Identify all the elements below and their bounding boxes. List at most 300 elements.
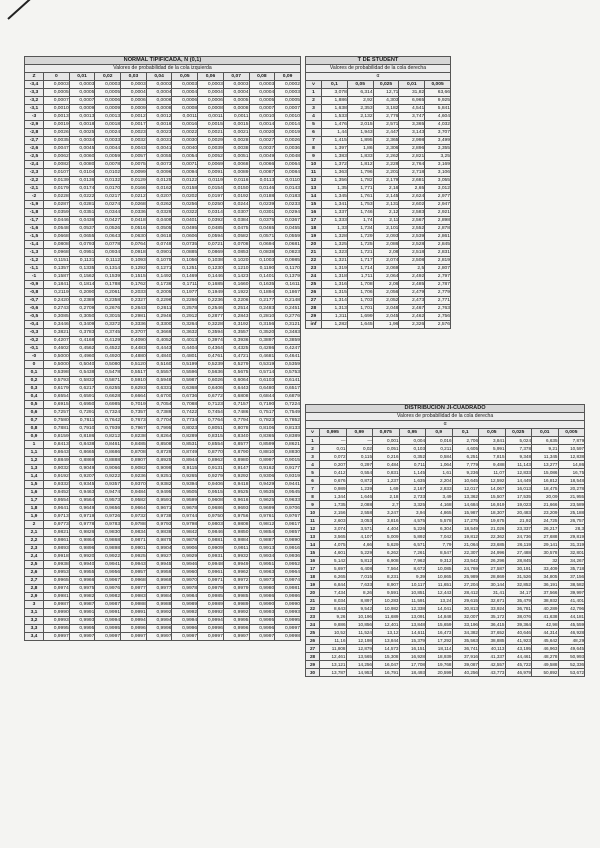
chi-value-cell: 16,928 [399,653,426,661]
normal-value-cell: 0,0027 [249,137,275,145]
normal-value-cell: 0,9997 [172,633,198,641]
student-value-cell: 1,746 [347,209,373,217]
chi-row-key: 12 [306,525,320,533]
student-value-cell: 2,861 [425,233,451,241]
normal-value-cell: 0,9945 [146,561,172,569]
normal-row-key: 0 [25,361,44,369]
normal-value-cell: 0,9979 [198,585,224,593]
normal-value-cell: 0,6293 [121,385,147,393]
chi-value-cell: 1,61 [426,469,453,477]
table-row [25,281,301,289]
chi-value-cell: 19,675 [479,517,506,525]
chi-row-key: 5 [306,469,320,477]
normal-value-cell: 0,0559 [275,233,301,241]
chi-value-cell: 5,578 [426,517,453,525]
normal-value-cell: 0,0853 [223,249,249,257]
chi-header-cell: 0,975 [373,429,400,437]
normal-row-key: -0,6 [25,305,44,313]
normal-value-cell: 0,1814 [69,281,95,289]
student-value-cell: 2,16 [373,185,399,193]
student-row-key: inf [306,321,322,329]
normal-row-key: -2,2 [25,177,44,185]
normal-value-cell: 0,7852 [275,417,301,425]
table-row [25,377,301,385]
normal-value-cell: 0,2266 [172,297,198,305]
normal-value-cell: 0,0023 [146,129,172,137]
chi-value-cell: 22,362 [479,533,506,541]
chi-value-cell: 0,115 [346,453,373,461]
normal-value-cell: 0,0038 [223,145,249,153]
normal-value-cell: 0,9992 [146,609,172,617]
student-header-cell: 0,01 [399,81,425,89]
normal-value-cell: 0,2005 [146,289,172,297]
normal-value-cell: 0,8997 [249,457,275,465]
student-value-cell: 1,771 [347,185,373,193]
normal-value-cell: 0,9981 [44,593,70,601]
normal-value-cell: 0,6517 [275,385,301,393]
normal-value-cell: 0,5398 [44,369,70,377]
chi-value-cell: 3,571 [346,525,373,533]
student-value-cell: 1,886 [322,97,348,105]
chi-value-cell: 11,143 [505,461,532,469]
normal-value-cell: 0,0005 [275,97,301,105]
chi-value-cell: 29,141 [532,541,559,549]
normal-value-cell: 0,0122 [172,177,198,185]
student-value-cell: 2,228 [373,161,399,169]
normal-value-cell: 0,9884 [223,537,249,545]
normal-value-cell: 0,0119 [198,177,224,185]
normal-value-cell: 0,9997 [275,625,301,633]
normal-value-cell: 0,0016 [172,121,198,129]
normal-value-cell: 0,0073 [146,161,172,169]
student-row-key: 24 [306,273,322,281]
normal-value-cell: 0,9656 [95,505,121,513]
normal-value-cell: 0,9826 [69,529,95,537]
chi-value-cell: 24,996 [479,549,506,557]
table-row [25,105,301,113]
normal-value-cell: 0,0294 [275,209,301,217]
table-row [306,605,585,613]
normal-value-cell: 0,6736 [172,393,198,401]
chi-value-cell: 9,348 [505,453,532,461]
table-row [25,473,301,481]
normal-value-cell: 0,0019 [44,121,70,129]
chi-value-cell: 36,415 [479,621,506,629]
normal-header-cell: Z [25,73,44,81]
normal-row-key: -0,8 [25,289,44,297]
normal-value-cell: 0,9970 [172,577,198,585]
normal-value-cell: 0,7764 [198,417,224,425]
normal-value-cell: 0,2981 [121,313,147,321]
normal-value-cell: 0,9953 [44,569,70,577]
student-value-cell: 1,315 [322,289,348,297]
chi-row-key: 2 [306,445,320,453]
normal-value-cell: 0,0154 [198,185,224,193]
chi-value-cell: 1,635 [399,477,426,485]
chi-value-cell: 6,844 [320,581,347,589]
chi-value-cell: 0,051 [373,445,400,453]
normal-row-key: 2 [25,521,44,529]
normal-value-cell: 0,9996 [172,625,198,633]
normal-value-cell: 0,3336 [121,321,147,329]
normal-value-cell: 0,2327 [121,297,147,305]
normal-value-cell: 0,9131 [198,465,224,473]
student-value-cell: 31,82 [399,89,425,97]
normal-value-cell: 0,9838 [146,529,172,537]
chi-row-key: 10 [306,509,320,517]
table-row [306,533,585,541]
normal-value-cell: 0,9664 [121,505,147,513]
normal-value-cell: 0,6915 [44,401,70,409]
table-row [25,441,301,449]
normal-value-cell: 0,0035 [44,137,70,145]
normal-value-cell: 0,9798 [172,521,198,529]
chi-value-cell: 10,085 [426,565,453,573]
student-value-cell: 1,323 [322,249,348,257]
normal-value-cell: 0,9989 [223,601,249,609]
student-value-cell: 1,701 [347,305,373,313]
chi-value-cell: 21,92 [505,517,532,525]
normal-value-cell: 0,9911 [223,545,249,553]
student-value-cell: 2,467 [399,305,425,313]
student-value-cell: 3,747 [399,113,425,121]
normal-value-cell: 0,0068 [223,161,249,169]
normal-value-cell: 0,5948 [146,377,172,385]
normal-value-cell: 0,1003 [249,257,275,265]
normal-value-cell: 0,9951 [249,561,275,569]
chi-value-cell: 12,443 [426,589,453,597]
student-value-cell: 2,539 [399,233,425,241]
student-row-key: 21 [306,249,322,257]
table-row [25,537,301,545]
normal-value-cell: 0,9783 [95,521,121,529]
chi-value-cell: 12,338 [399,605,426,613]
normal-value-cell: 0,9996 [223,625,249,633]
normal-value-cell: 0,0505 [146,225,172,233]
chi-value-cell: 22,307 [452,549,479,557]
normal-value-cell: 0,9452 [44,489,70,497]
chi-value-cell: 0,001 [373,437,400,445]
normal-value-cell: 0,9995 [223,617,249,625]
student-value-cell: 4,303 [373,97,399,105]
student-value-cell: 1,533 [322,113,348,121]
normal-value-cell: 0,5596 [172,369,198,377]
normal-row-key: -2,5 [25,153,44,161]
normal-value-cell: 0,0089 [223,169,249,177]
normal-value-cell: 0,3821 [44,329,70,337]
chi-value-cell: 12,838 [558,453,585,461]
student-value-cell: 1,782 [347,177,373,185]
student-value-cell: 3,182 [373,105,399,113]
normal-value-cell: 0,0274 [95,201,121,209]
normal-value-cell: 0,6217 [69,385,95,393]
normal-value-cell: 0,0401 [172,217,198,225]
chi-value-cell: 16,047 [373,661,400,669]
student-value-cell: 2,845 [425,241,451,249]
normal-value-cell: 0,1492 [146,273,172,281]
normal-value-cell: 0,9842 [172,529,198,537]
student-value-cell: 3,012 [425,185,451,193]
table-row [25,505,301,513]
normal-header-cell: 0,05 [172,73,198,81]
normal-value-cell: 0,2483 [249,305,275,313]
normal-value-cell: 0,8643 [44,449,70,457]
normal-row-key: 0,3 [25,385,44,393]
normal-value-cell: 0,9834 [121,529,147,537]
chi-value-cell: 6,635 [532,437,559,445]
normal-value-cell: 0,0268 [121,201,147,209]
chi-value-cell: 7,261 [399,549,426,557]
student-value-cell: 2,624 [399,193,425,201]
student-value-cell: 2,528 [399,241,425,249]
normal-value-cell: 0,2514 [223,305,249,313]
table-row [25,305,301,313]
chi-value-cell: 1,239 [346,485,373,493]
chi-value-cell: 0,02 [346,445,373,453]
student-value-cell: 2,771 [425,297,451,305]
normal-value-cell: 0,0571 [249,233,275,241]
normal-value-cell: 0,8133 [275,425,301,433]
normal-value-cell: 0,3669 [146,329,172,337]
normal-value-cell: 0,9985 [223,593,249,601]
normal-value-cell: 0,4364 [198,345,224,353]
student-value-cell: 4,032 [425,121,451,129]
chi-value-cell: 10,856 [346,621,373,629]
normal-row-key: 1,5 [25,481,44,489]
chi-value-cell: 35,718 [558,565,585,573]
table-row [306,241,451,249]
student-value-cell: 2,921 [425,209,451,217]
normal-value-cell: 0,5160 [146,361,172,369]
normal-value-cell: 0,9925 [121,553,147,561]
normal-value-cell: 0,4286 [249,345,275,353]
normal-value-cell: 0,9726 [95,513,121,521]
normal-value-cell: 0,0005 [44,89,70,97]
normal-value-cell: 0,0003 [44,81,70,89]
student-header-cell: 0,025 [373,81,399,89]
table-row [306,453,585,461]
normal-value-cell: 0,0006 [121,97,147,105]
normal-value-cell: 0,0918 [121,249,147,257]
normal-value-cell: 0,1736 [146,281,172,289]
chi-value-cell: 5,991 [479,445,506,453]
chi-value-cell: 3,94 [399,509,426,517]
normal-row-key: -2,4 [25,161,44,169]
normal-value-cell: 0,9887 [249,537,275,545]
table-row [25,257,301,265]
table-row [306,273,451,281]
normal-value-cell: 0,9032 [44,465,70,473]
normal-value-cell: 0,8869 [69,457,95,465]
normal-value-cell: 0,0018 [69,121,95,129]
table-row [306,233,451,241]
normal-row-key: 0,1 [25,369,44,377]
normal-value-cell: 0,6808 [223,393,249,401]
student-value-cell: 1,761 [347,193,373,201]
student-value-cell: 2,045 [373,313,399,321]
student-value-cell: 2,492 [399,273,425,281]
chi-row-key: 30 [306,669,320,677]
normal-value-cell: 0,7422 [172,409,198,417]
table-row [25,273,301,281]
chi-value-cell: 6,571 [399,541,426,549]
student-value-cell: 3,355 [425,145,451,153]
normal-value-cell: 0,7190 [249,401,275,409]
chi-row-key: 4 [306,461,320,469]
chi-value-cell: 1,145 [399,469,426,477]
student-value-cell: 3,365 [399,121,425,129]
student-value-cell: 1,721 [347,249,373,257]
table-row [25,489,301,497]
normal-value-cell: 0,0004 [198,89,224,97]
student-row-key: 1 [306,89,322,97]
normal-value-cell: 0,9984 [172,593,198,601]
student-row-key: 19 [306,233,322,241]
chi-value-cell: 1,69 [373,485,400,493]
normal-row-key: 3 [25,601,44,609]
student-row-key: 28 [306,305,322,313]
normal-value-cell: 0,5199 [172,361,198,369]
normal-value-cell: 0,0139 [44,177,70,185]
table-row [25,329,301,337]
chi-value-cell: 11,345 [532,453,559,461]
normal-value-cell: 0,0041 [146,145,172,153]
chi-value-cell: 10,597 [558,445,585,453]
normal-value-cell: 0,1660 [223,281,249,289]
normal-value-cell: 0,0409 [146,217,172,225]
student-value-cell: 2,898 [425,217,451,225]
chi-value-cell: 8,547 [426,549,453,557]
student-value-cell: 2,353 [347,105,373,113]
normal-value-cell: 0,8078 [223,425,249,433]
student-value-cell: 1,341 [322,201,348,209]
normal-row-key: 2,4 [25,553,44,561]
chi-value-cell: 20,278 [558,485,585,493]
chi-value-cell: 15,987 [452,509,479,517]
normal-value-cell: 0,6480 [249,385,275,393]
normal-value-cell: 0,9545 [275,489,301,497]
normal-value-cell: 0,2578 [172,305,198,313]
chi-value-cell: 13,848 [399,621,426,629]
chi-value-cell: 2,603 [320,517,347,525]
normal-value-cell: 0,5319 [249,361,275,369]
chi-value-cell: 11,689 [373,613,400,621]
table-row [25,161,301,169]
normal-value-cell: 0,9177 [275,465,301,473]
normal-header-cell: 0,09 [275,73,301,81]
normal-row-key: -0 [25,353,44,361]
chi-value-cell: 36,191 [532,581,559,589]
table-row [306,281,451,289]
chi-value-cell: 11,16 [320,637,347,645]
chi-value-cell: 9,236 [452,469,479,477]
chi-row-key: 9 [306,501,320,509]
normal-value-cell: 0,0011 [198,113,224,121]
normal-value-cell: 0,0367 [275,217,301,225]
student-value-cell: 1,383 [322,153,348,161]
chi-value-cell: 23,589 [558,501,585,509]
normal-value-cell: 0,8264 [146,433,172,441]
normal-value-cell: 0,0029 [198,137,224,145]
normal-value-cell: 0,9997 [95,633,121,641]
normal-value-cell: 0,9988 [121,601,147,609]
normal-value-cell: 0,0037 [249,145,275,153]
normal-value-cell: 0,9099 [146,465,172,473]
normal-value-cell: 0,0048 [275,153,301,161]
normal-value-cell: 0,7734 [172,417,198,425]
chi-value-cell: 10,645 [452,477,479,485]
normal-value-cell: 0,1230 [198,265,224,273]
normal-value-cell: 0,9932 [223,553,249,561]
normal-value-cell: 0,0934 [95,249,121,257]
chi-value-cell: 17,275 [452,517,479,525]
normal-value-cell: 0,6406 [198,385,224,393]
normal-value-cell: 0,9916 [275,545,301,553]
chi-value-cell: 11,07 [479,469,506,477]
student-value-cell: 1,328 [322,233,348,241]
normal-value-cell: 0,2546 [198,305,224,313]
normal-value-cell: 0,0003 [69,81,95,89]
normal-value-cell: 0,3859 [275,337,301,345]
normal-value-cell: 0,9345 [69,481,95,489]
student-value-cell: 2,06 [373,281,399,289]
normal-value-cell: 0,9997 [44,633,70,641]
normal-value-cell: 0,9997 [121,633,147,641]
normal-value-cell: 0,2676 [95,305,121,313]
normal-value-cell: 0,5000 [44,353,70,361]
normal-row-key: 0,8 [25,425,44,433]
normal-value-cell: 0,0110 [275,177,301,185]
chi-value-cell: 32,801 [558,549,585,557]
normal-value-cell: 0,9997 [69,633,95,641]
chi-header-cell: 0,995 [320,429,347,437]
chi-value-cell: 44,461 [505,653,532,661]
normal-value-cell: 0,5040 [69,361,95,369]
table-row [25,233,301,241]
normal-value-cell: 0,9793 [146,521,172,529]
student-value-cell: 2,086 [373,241,399,249]
chi-value-cell: 6,265 [320,573,347,581]
normal-value-cell: 0,9993 [249,609,275,617]
student-value-cell: 1,321 [322,257,348,265]
chi-value-cell: 6,304 [426,525,453,533]
student-header-cell: ν [306,81,322,89]
normal-value-cell: 0,2061 [95,289,121,297]
chi-value-cell: 18,114 [426,645,453,653]
chi-value-cell: 45,722 [505,661,532,669]
normal-row-key: 1,9 [25,513,44,521]
normal-value-cell: 0,9778 [69,521,95,529]
student-value-cell: 1,476 [322,121,348,129]
chi-value-cell: 23,337 [505,525,532,533]
chi-value-cell: 19,023 [505,501,532,509]
normal-value-cell: 0,9975 [69,585,95,593]
normal-value-cell: 0,9994 [121,617,147,625]
normal-row-key: 1,1 [25,449,44,457]
chi-value-cell: 15,308 [373,653,400,661]
normal-value-cell: 0,9222 [95,473,121,481]
chi-value-cell: 0,01 [320,445,347,453]
chi-value-cell: 2,7 [373,501,400,509]
table-row [306,121,451,129]
chi-header-cell: 0,95 [399,429,426,437]
table-row [306,493,585,501]
chi-value-cell: 42,98 [532,621,559,629]
normal-value-cell: 0,8770 [198,449,224,457]
normal-value-cell: 0,9857 [275,529,301,537]
table-row [306,669,585,677]
chi-value-cell: 18,475 [532,485,559,493]
